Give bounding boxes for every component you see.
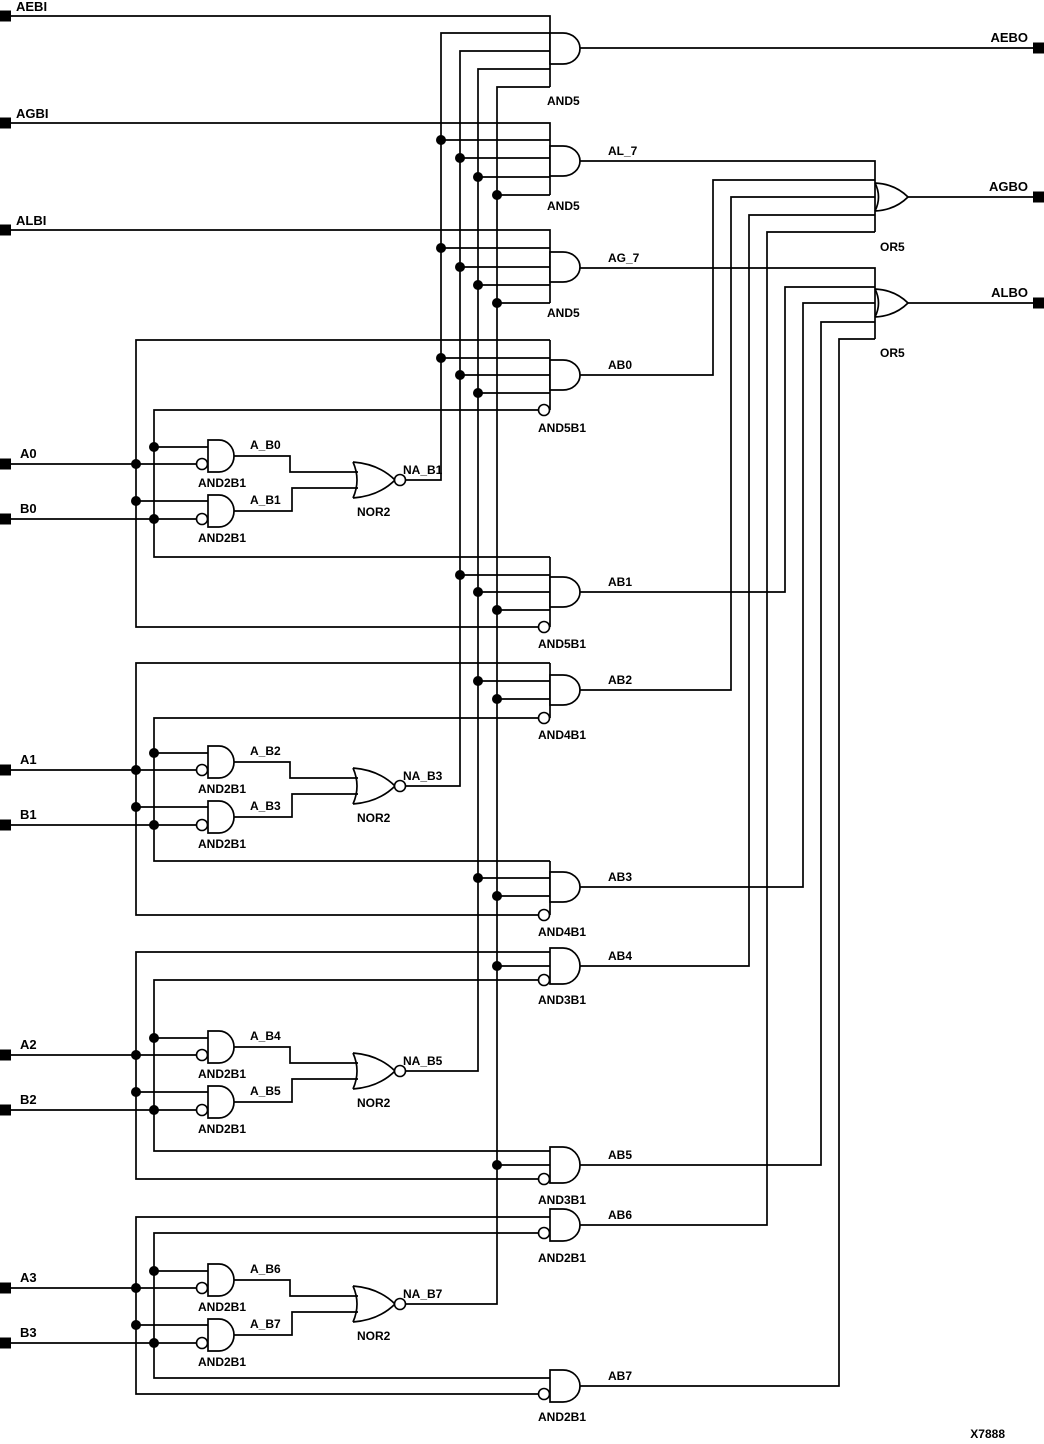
and5-gate-1 bbox=[550, 146, 580, 176]
pin-a2 bbox=[0, 1050, 11, 1061]
ab4-and3b1-gate bbox=[550, 948, 580, 984]
input-label-aebi: AEBI bbox=[16, 0, 48, 14]
net-label-ab4: AB4 bbox=[608, 949, 633, 963]
pin-agbi bbox=[0, 118, 11, 129]
net-label-a-b2: A_B2 bbox=[250, 744, 281, 758]
net-label-a-b1: A_B1 bbox=[250, 493, 281, 507]
gate-label-pair-2b: AND2B1 bbox=[198, 1122, 247, 1136]
wire-ab1 bbox=[580, 287, 875, 592]
pin-a0 bbox=[0, 459, 11, 470]
gate-label-pair-3a: AND2B1 bbox=[198, 1300, 247, 1314]
gate-label-pair-1a: AND2B1 bbox=[198, 782, 247, 796]
input-label-a1: A1 bbox=[20, 752, 37, 767]
pair-and2b1-gate-3b bbox=[208, 1319, 234, 1351]
wire-ab0 bbox=[580, 180, 875, 375]
net-label-ab6: AB6 bbox=[608, 1208, 633, 1222]
nor2-gate-2 bbox=[353, 1053, 395, 1089]
net-label-ab2: AB2 bbox=[608, 673, 633, 687]
net-label-ab7: AB7 bbox=[608, 1369, 633, 1383]
input-label-b2: B2 bbox=[20, 1092, 37, 1107]
gate-label-ab5: AND3B1 bbox=[538, 1193, 587, 1207]
net-label-al7: AL_7 bbox=[608, 144, 638, 158]
pin-aebi bbox=[0, 11, 11, 22]
ab0-and5b1-gate bbox=[550, 360, 580, 390]
output-label-agbo: AGBO bbox=[989, 179, 1028, 194]
gate-label-pair-2a: AND2B1 bbox=[198, 1067, 247, 1081]
input-label-albi: ALBI bbox=[16, 213, 47, 228]
input-label-a2: A2 bbox=[20, 1037, 37, 1052]
net-label-a-b4: A_B4 bbox=[250, 1029, 281, 1043]
nor2-gate-0 bbox=[353, 462, 395, 498]
pair-and2b1-gate-1b bbox=[208, 801, 234, 833]
ab6-and2b1-gate bbox=[550, 1209, 580, 1241]
net-label-a-b6: A_B6 bbox=[250, 1262, 281, 1276]
ab1-bubble bbox=[539, 622, 550, 633]
pin-aebo bbox=[1033, 43, 1044, 54]
input-label-b1: B1 bbox=[20, 807, 37, 822]
net-label-ab3: AB3 bbox=[608, 870, 633, 884]
or5-gate-1 bbox=[875, 289, 908, 317]
ab1-and5b1-gate bbox=[550, 577, 580, 607]
pair-and2b1-gate-0b bbox=[208, 495, 234, 527]
and5-gate-2 bbox=[550, 252, 580, 282]
pin-b0 bbox=[0, 514, 11, 525]
pair-and2b1-gate-3a bbox=[208, 1264, 234, 1296]
signal-wires bbox=[10, 16, 1033, 1394]
gate-label-ab6: AND2B1 bbox=[538, 1251, 587, 1265]
wire-ab2 bbox=[580, 197, 875, 690]
gate-label-and5-1: AND5 bbox=[547, 199, 580, 213]
pin-a1 bbox=[0, 765, 11, 776]
ab6-bubble bbox=[539, 1228, 550, 1239]
wire-ab5 bbox=[580, 322, 875, 1165]
ab2-and4b1-gate bbox=[550, 675, 580, 705]
pin-a3 bbox=[0, 1283, 11, 1294]
net-label-a-b3: A_B3 bbox=[250, 799, 281, 813]
nor2-gate-1 bbox=[353, 768, 395, 804]
pin-b2 bbox=[0, 1105, 11, 1116]
input-label-agbi: AGBI bbox=[16, 106, 49, 121]
pair-and2b1-gate-2a bbox=[208, 1031, 234, 1063]
gate-label-and5-2: AND5 bbox=[547, 306, 580, 320]
ab5-bubble bbox=[539, 1174, 550, 1185]
or5-gate-0 bbox=[875, 183, 908, 211]
gate-label-ab7: AND2B1 bbox=[538, 1410, 587, 1424]
net-label-a-b0: A_B0 bbox=[250, 438, 281, 452]
pin-b3 bbox=[0, 1338, 11, 1349]
net-label-ab5: AB5 bbox=[608, 1148, 633, 1162]
pair-and2b1-gate-2b bbox=[208, 1086, 234, 1118]
input-label-b3: B3 bbox=[20, 1325, 37, 1340]
wire-na-b5 bbox=[405, 69, 550, 1071]
labels bbox=[16, 0, 1028, 1441]
gate-label-pair-0b: AND2B1 bbox=[198, 531, 247, 545]
ab2-bubble bbox=[539, 713, 550, 724]
net-label-na-b1: NA_B1 bbox=[403, 463, 443, 477]
wire-ab6 bbox=[580, 232, 875, 1225]
ab4-bubble bbox=[539, 975, 550, 986]
gate-label-pair-1b: AND2B1 bbox=[198, 837, 247, 851]
output-label-aebo: AEBO bbox=[990, 30, 1028, 45]
gate-label-nor2-0: NOR2 bbox=[357, 505, 391, 519]
gate-label-or5-0: OR5 bbox=[880, 240, 905, 254]
figure-id: X7888 bbox=[970, 1427, 1005, 1441]
nor2-gate-3 bbox=[353, 1286, 395, 1322]
gate-label-nor2-1: NOR2 bbox=[357, 811, 391, 825]
gate-label-ab4: AND3B1 bbox=[538, 993, 587, 1007]
gate-label-or5-1: OR5 bbox=[880, 346, 905, 360]
gate-label-pair-3b: AND2B1 bbox=[198, 1355, 247, 1369]
wire-ab3 bbox=[580, 303, 875, 887]
gate-label-ab1: AND5B1 bbox=[538, 637, 587, 651]
net-label-ag7: AG_7 bbox=[608, 251, 640, 265]
net-label-na-b5: NA_B5 bbox=[403, 1054, 443, 1068]
ab7-and2b1-gate bbox=[550, 1370, 580, 1402]
ab5-and3b1-gate bbox=[550, 1147, 580, 1183]
net-label-na-b3: NA_B3 bbox=[403, 769, 443, 783]
net-label-a-b7: A_B7 bbox=[250, 1317, 281, 1331]
gate-label-nor2-2: NOR2 bbox=[357, 1096, 391, 1110]
gate-label-nor2-3: NOR2 bbox=[357, 1329, 391, 1343]
pair-and2b1-gate-0a bbox=[208, 440, 234, 472]
pin-albi bbox=[0, 225, 11, 236]
junction-dots bbox=[131, 135, 502, 1348]
ab3-bubble bbox=[539, 910, 550, 921]
gate-label-and5-0: AND5 bbox=[547, 94, 580, 108]
input-label-b0: B0 bbox=[20, 501, 37, 516]
ab0-bubble bbox=[539, 405, 550, 416]
gate-label-pair-0a: AND2B1 bbox=[198, 476, 247, 490]
io-pins bbox=[0, 11, 1044, 1349]
pair-and2b1-gate-1a bbox=[208, 746, 234, 778]
pin-b1 bbox=[0, 820, 11, 831]
wire-agbi bbox=[10, 123, 550, 195]
ab7-bubble bbox=[539, 1389, 550, 1400]
and5-gate-0 bbox=[550, 33, 580, 64]
gate-label-ab3: AND4B1 bbox=[538, 925, 587, 939]
ab3-and4b1-gate bbox=[550, 872, 580, 902]
net-label-na-b7: NA_B7 bbox=[403, 1287, 443, 1301]
wire-ab7 bbox=[580, 339, 875, 1386]
net-label-ab0: AB0 bbox=[608, 358, 633, 372]
input-label-a3: A3 bbox=[20, 1270, 37, 1285]
net-label-a-b5: A_B5 bbox=[250, 1084, 281, 1098]
gate-label-ab0: AND5B1 bbox=[538, 421, 587, 435]
gate-label-ab2: AND4B1 bbox=[538, 728, 587, 742]
input-label-a0: A0 bbox=[20, 446, 37, 461]
pin-agbo bbox=[1033, 192, 1044, 203]
pin-albo bbox=[1033, 298, 1044, 309]
output-label-albo: ALBO bbox=[991, 285, 1028, 300]
net-label-ab1: AB1 bbox=[608, 575, 633, 589]
wire-ab4 bbox=[580, 215, 875, 966]
